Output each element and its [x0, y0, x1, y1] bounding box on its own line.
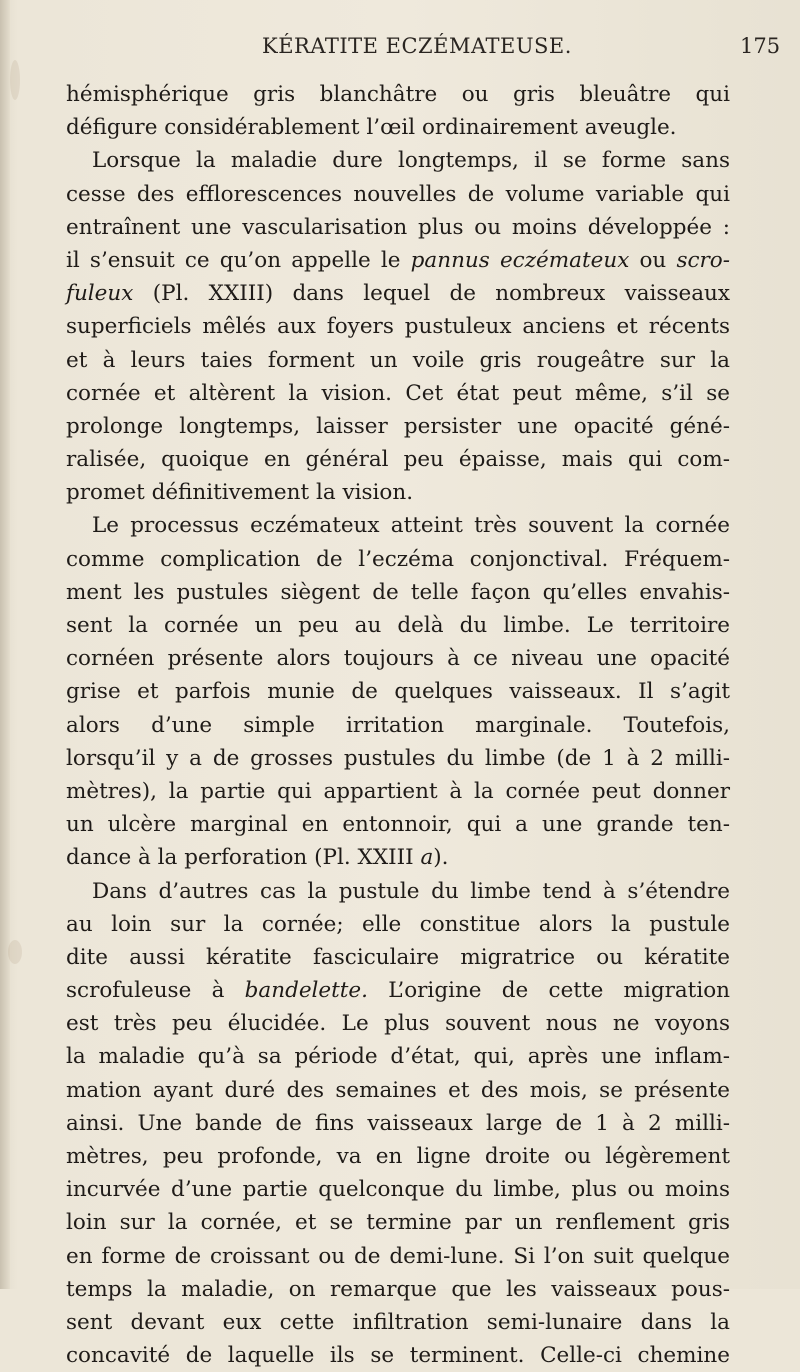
paper-stain [10, 60, 20, 100]
text-run: et à leurs taies forment un voile gris rougeâtre sur la [66, 347, 730, 373]
running-header [0, 30, 800, 62]
text-line [66, 1074, 730, 1107]
text-run: L’origine de cette migration [368, 978, 730, 1004]
text-line [66, 1007, 730, 1040]
text-line [66, 1339, 730, 1372]
text-run: la maladie qu’à sa période d’état, qui, après une inflam- [66, 1044, 730, 1070]
text-run: loin sur la cornée, et se termine par un renflement gris [66, 1210, 730, 1236]
text-line [66, 344, 730, 377]
text-line [66, 443, 730, 476]
text-run: ralisée, quoique en général peu épaisse, mais qui com- [66, 447, 730, 473]
text-line [66, 1140, 730, 1173]
text-run: ainsi. Une bande de fins vaisseaux large de 1 à 2 milli- [66, 1110, 730, 1136]
text-line [66, 709, 730, 742]
binding-edge [0, 0, 10, 1289]
text-line [66, 310, 730, 343]
text-run: cornéen présente alors toujours à ce niveau une opacité [66, 646, 730, 672]
text-line [66, 1206, 730, 1239]
text-line [66, 277, 730, 310]
text-line [66, 1107, 730, 1140]
text-line [66, 178, 730, 211]
text-line [66, 941, 730, 974]
text-line [66, 144, 730, 177]
text-line [66, 1273, 730, 1306]
text-run: ou [629, 247, 677, 273]
text-run: temps la maladie, on remarque que les vaisseaux pous- [66, 1276, 730, 1302]
text-line [66, 1306, 730, 1339]
text-run: au loin sur la cornée; elle constitue alors la pustule [66, 911, 730, 937]
text-run: ment les pustules siègent de telle façon qu’elles envahis- [66, 579, 730, 605]
text-line [66, 609, 730, 642]
text-line [66, 509, 730, 542]
text-line [66, 875, 730, 908]
text-line [66, 476, 730, 509]
text-line [66, 808, 730, 841]
paper-stain [8, 940, 22, 964]
text-line [66, 543, 730, 576]
text-line [66, 742, 730, 775]
text-run: il s’ensuit ce qu’on appelle le [66, 247, 411, 273]
text-line [66, 841, 730, 874]
text-run: dance à la perforation (Pl. XXIII [66, 845, 421, 871]
text-run: Dans d’autres cas la pustule du limbe tend à s’étendre [92, 878, 730, 904]
text-run: un ulcère marginal en entonnoir, qui a une grande ten- [66, 812, 730, 838]
text-run: mation ayant duré des semaines et des mois, se présente [66, 1077, 730, 1103]
text-run: superficiels mêlés aux foyers pustuleux anciens et récents [66, 314, 730, 340]
text-line [66, 78, 730, 111]
text-run: (Pl. XXIII) dans lequel de nombreux vaisseaux [133, 281, 730, 307]
text-run: mètres, peu profonde, va en ligne droite ou légèrement [66, 1144, 730, 1169]
text-run: entraînent une vascularisation plus ou moins développée : [66, 214, 730, 240]
italic-run: a [420, 845, 434, 871]
text-run: lorsqu’il y a de grosses pustules du limbe (de 1 à 2 milli- [66, 745, 730, 771]
text-line [66, 211, 730, 244]
italic-run: scro- [676, 247, 730, 273]
text-line [66, 908, 730, 941]
text-line [66, 974, 730, 1007]
text-run: prolonge longtemps, laisser persister une opacité géné- [66, 413, 730, 439]
text-run: incurvée d’une partie quelconque du limbe, plus ou moins [66, 1177, 730, 1203]
text-run: promet définitivement la vision. [66, 480, 414, 506]
text-run: sent la cornée un peu au delà du limbe. Le territoire [66, 613, 730, 638]
text-run: hémisphérique gris blanchâtre ou gris bleuâtre qui [66, 82, 730, 107]
text-line [66, 576, 730, 609]
page-number: 175 [740, 34, 781, 58]
text-line [66, 1240, 730, 1273]
text-run: Lorsque la maladie dure longtemps, il se forme sans [92, 148, 730, 174]
text-run: mètres), la partie qui appartient à la cornée peut donner [66, 778, 730, 804]
text-run: est très peu élucidée. Le plus souvent nous ne voyons [66, 1011, 730, 1037]
text-run: comme complication de l’eczéma conjonctival. Fréquem- [66, 546, 730, 572]
text-run: sent devant eux cette infiltration semi-lunaire dans la [66, 1309, 730, 1335]
italic-run: fuleux [66, 281, 134, 307]
text-run: scrofuleuse à [66, 978, 245, 1004]
text-line [66, 1173, 730, 1206]
running-title: KÉRATITE ECZÉMATEUSE. [262, 34, 572, 58]
text-line [66, 111, 730, 144]
text-run: en forme de croissant ou de demi-lune. Si l’on suit quelque [66, 1243, 730, 1269]
text-line [66, 642, 730, 675]
text-run: concavité de laquelle ils se terminent. Celle-ci chemine [66, 1343, 730, 1369]
text-line [66, 410, 730, 443]
text-run: dite aussi kératite fasciculaire migratrice ou kératite [66, 944, 730, 970]
text-run: cornée et altèrent la vision. Cet état peut même, s’il se [66, 380, 730, 406]
text-run: Le processus eczémateux atteint très souvent la cornée [92, 513, 730, 539]
italic-run: bandelette. [244, 978, 368, 1004]
text-run: alors d’une simple irritation marginale. Toutefois, [66, 712, 730, 738]
body-text [66, 78, 730, 1372]
text-line [66, 775, 730, 808]
italic-run: pannus eczémateux [410, 247, 630, 273]
text-line [66, 675, 730, 708]
text-line [66, 1040, 730, 1073]
text-run: cesse des efflorescences nouvelles de volume variable qui [66, 181, 730, 207]
text-line [66, 377, 730, 410]
text-line [66, 244, 730, 277]
text-run: grise et parfois munie de quelques vaisseaux. Il s’agit [66, 679, 730, 705]
text-run: défigure considérablement l’œil ordinairement aveugle. [66, 115, 677, 141]
text-run: ). [433, 845, 449, 871]
